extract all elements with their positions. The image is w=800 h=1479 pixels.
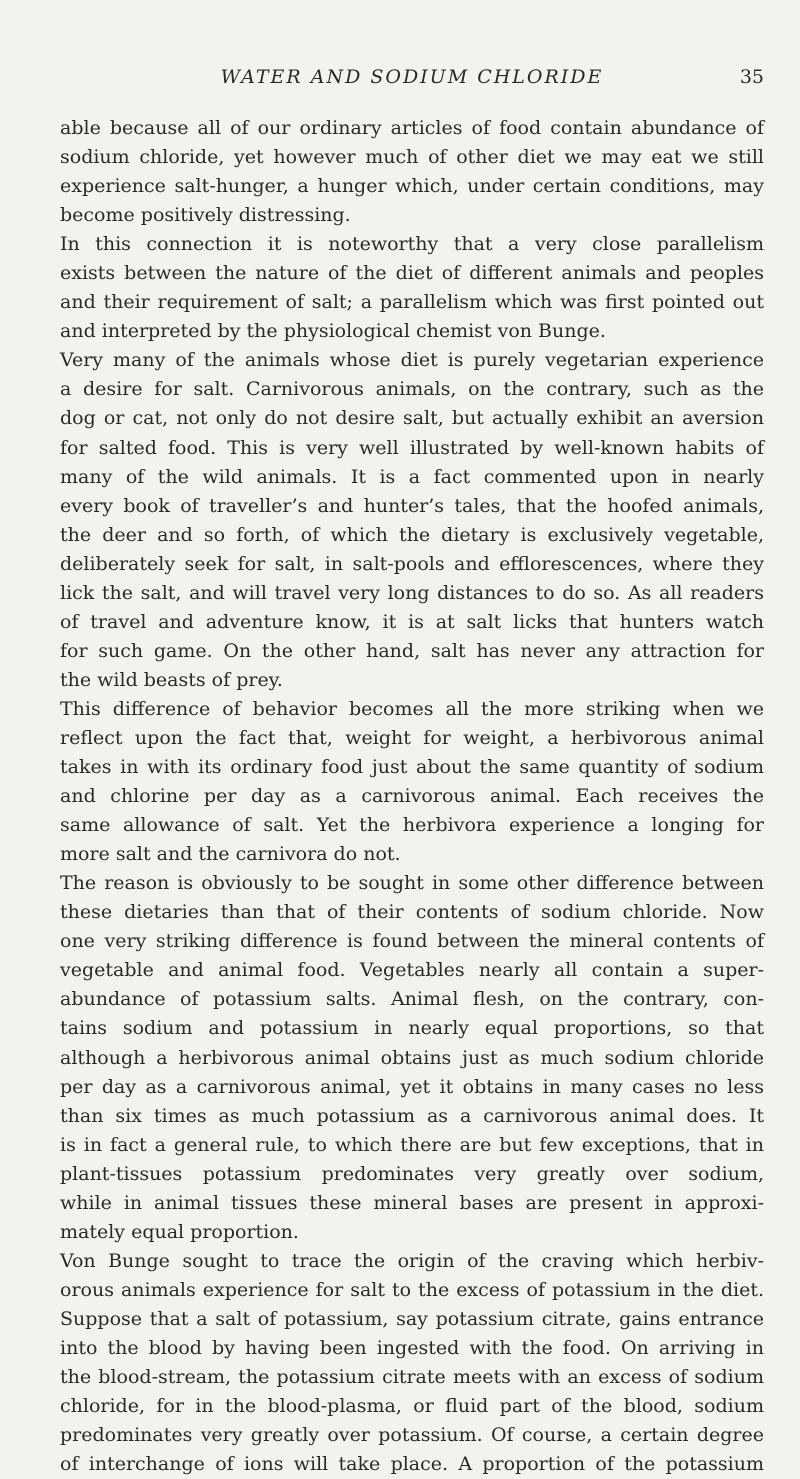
text-line: exists between the nature of the diet of different animals and peoples [60, 262, 764, 285]
text-line: predominates very greatly over potassium. Of course, a certain degree [60, 1424, 764, 1447]
text-line: same allowance of salt. Yet the herbivora experience a longing for [60, 814, 764, 837]
text-line: The reason is obviously to be sought in some other difference between [60, 872, 764, 895]
text-line: for such game. On the other hand, salt has never any attraction for [60, 639, 764, 662]
text-line: of interchange of ions will take place. A proportion of the potassium [60, 1453, 764, 1476]
text-line: reflect upon the fact that, weight for weight, a herbivorous animal [60, 726, 764, 749]
text-line: mately equal proportion. [60, 1220, 299, 1243]
text-line: into the blood by having been ingested with the food. On arriving in [60, 1336, 764, 1359]
text-line: the wild beasts of prey. [60, 668, 283, 691]
text-line: Von Bunge sought to trace the origin of the craving which herbiv- [60, 1249, 764, 1272]
text-line: per day as a carnivorous animal, yet it obtains in many cases no less [60, 1075, 764, 1098]
text-line: while in animal tissues these mineral bases are present in approxi- [60, 1191, 764, 1214]
text-line: for salted food. This is very well illustrated by well-known habits of [60, 436, 764, 459]
text-line: lick the salt, and will travel very long distances to do so. As all readers [60, 581, 764, 604]
page-number: 35 [739, 66, 764, 88]
text-line: chloride, for in the blood-plasma, or fluid part of the blood, sodium [60, 1395, 764, 1418]
text-line: deliberately seek for salt, in salt-pools and efflorescences, where they [60, 552, 764, 575]
text-line: In this connection it is noteworthy that a very close parallelism [60, 233, 764, 256]
text-line: than six times as much potassium as a carnivorous animal does. It [60, 1104, 764, 1127]
text-line: and chlorine per day as a carnivorous animal. Each receives the [60, 785, 764, 808]
text-line: abundance of potassium salts. Animal flesh, on the contrary, con- [60, 988, 764, 1011]
text-line: vegetable and animal food. Vegetables nearly all contain a super- [60, 959, 764, 982]
text-line: of travel and adventure know, it is at salt licks that hunters watch [60, 610, 764, 633]
text-line: takes in with its ordinary food just about the same quantity of sodium [60, 756, 764, 779]
text-line: able because all of our ordinary articles of food contain abundance of [60, 117, 764, 139]
text-line: sodium chloride, yet however much of other diet we may eat we still [60, 146, 764, 169]
text-line: is in fact a general rule, to which there are but few exceptions, that in [60, 1133, 764, 1156]
text-line: these dietaries than that of their contents of sodium chloride. Now [60, 901, 764, 924]
text-line: the deer and so forth, of which the dietary is exclusively vegetable, [60, 523, 764, 546]
text-line: a desire for salt. Carnivorous animals, on the contrary, such as the [60, 378, 764, 401]
text-line: This difference of behavior becomes all the more striking when we [60, 697, 764, 720]
body-text [60, 114, 764, 1479]
text-line: become positively distressing. [60, 204, 351, 227]
text-line: one very striking difference is found between the mineral contents of [60, 930, 764, 953]
text-line: many of the wild animals. It is a fact commented upon in nearly [60, 465, 764, 488]
running-head [60, 62, 764, 92]
text-line: tains sodium and potassium in nearly equal proportions, so that [60, 1017, 764, 1040]
text-line: dog or cat, not only do not desire salt, but actually exhibit an aversion [60, 407, 764, 430]
text-line: and their requirement of salt; a parallelism which was first pointed out [60, 291, 764, 314]
text-line: Suppose that a salt of potassium, say potassium citrate, gains entrance [60, 1307, 764, 1330]
text-line: although a herbivorous animal obtains just as much sodium chloride [60, 1046, 764, 1069]
text-line: plant-tissues potassium predominates very greatly over sodium, [60, 1162, 764, 1185]
text-line: more salt and the carnivora do not. [60, 843, 401, 866]
text-line: orous animals experience for salt to the excess of potassium in the diet. [60, 1278, 764, 1301]
text-line: every book of traveller’s and hunter’s tales, that the hoofed animals, [60, 494, 764, 517]
text-line: Very many of the animals whose diet is purely vegetarian experience [60, 349, 764, 372]
text-line: the blood-stream, the potassium citrate meets with an excess of sodium [60, 1366, 764, 1389]
text-line: experience salt-hunger, a hunger which, under certain conditions, may [60, 175, 764, 198]
running-title: WATER AND SODIUM CHLORIDE [220, 66, 604, 88]
text-line: and interpreted by the physiological chemist von Bunge. [60, 320, 606, 343]
